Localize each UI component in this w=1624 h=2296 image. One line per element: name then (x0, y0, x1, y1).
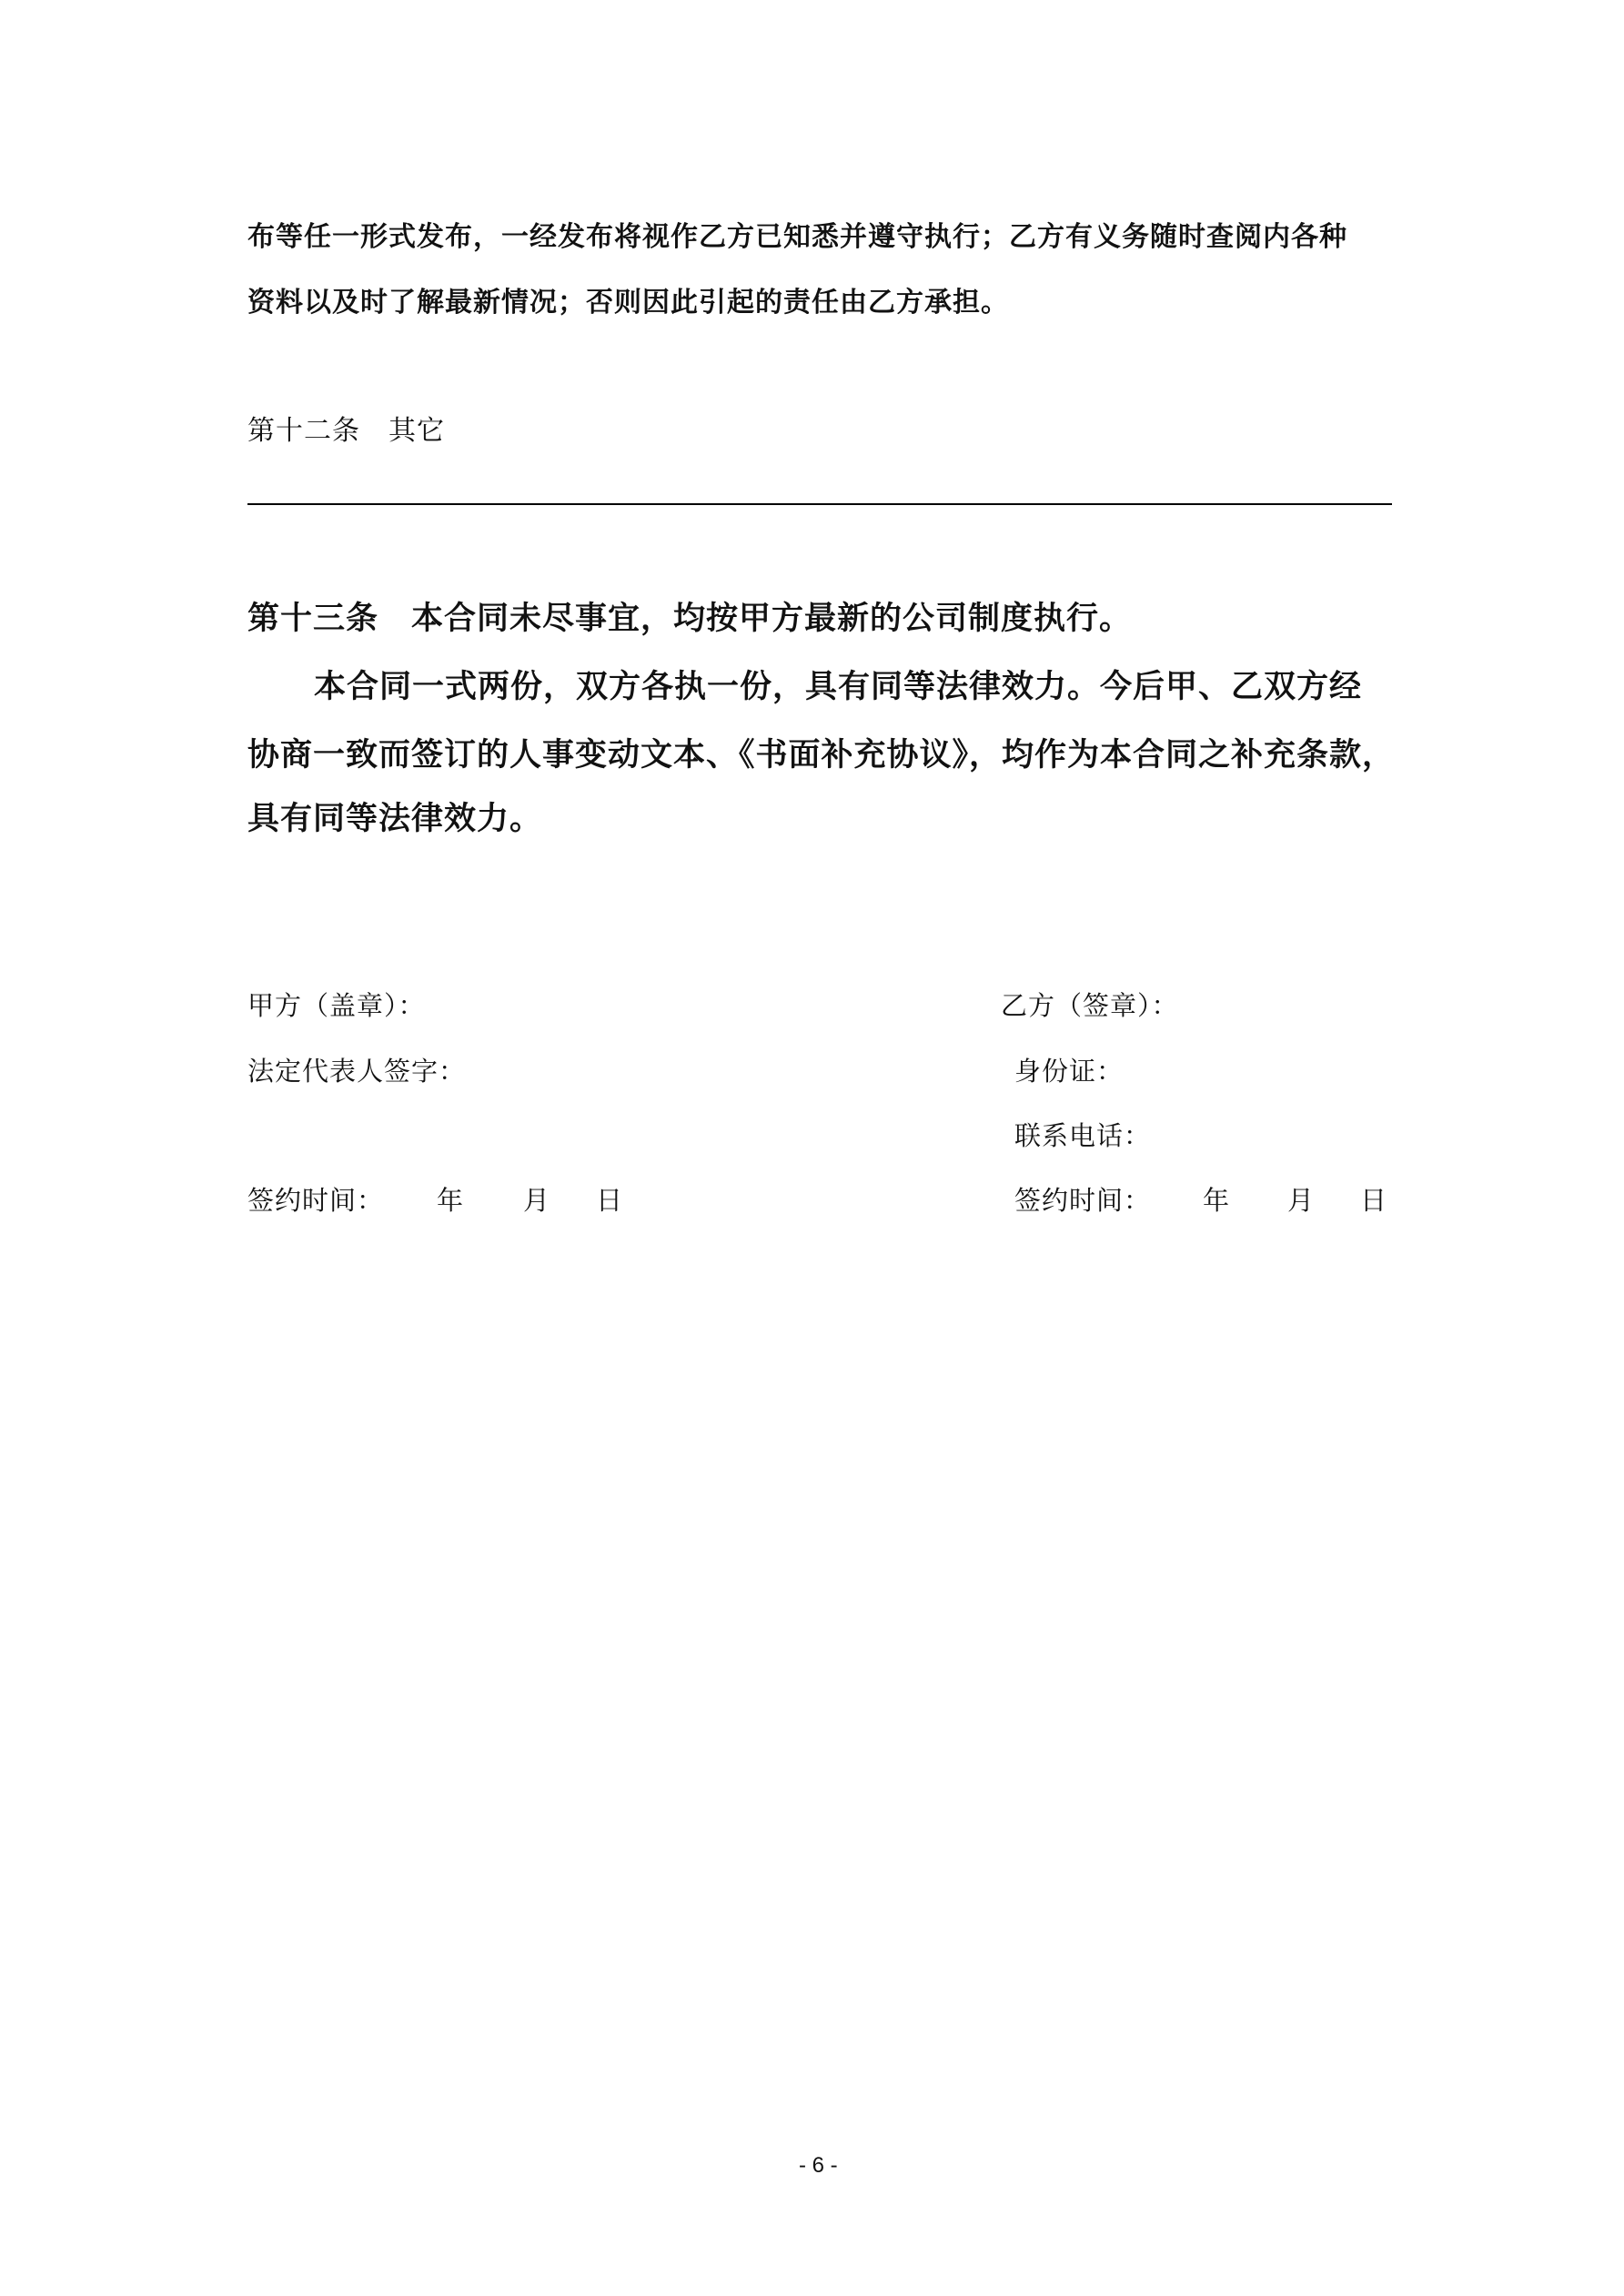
article-13-heading: 第十三条 本合同未尽事宜，均按甲方最新的公司制度执行。 (247, 601, 1133, 637)
party-b-day: 日 (1360, 1185, 1388, 1216)
party-b-year: 年 (1203, 1185, 1231, 1216)
paragraph-line-2: 协商一致而签订的人事变动文本、《书面补充协议》，均作为本合同之补充条款， (247, 737, 1396, 774)
paragraph-line-1: 本合同一式两份，双方各执一份，具有同等法律效力。今后甲、乙双方经 (314, 669, 1363, 705)
blank-fill-line (247, 503, 1392, 505)
paragraph-line-3: 具有同等法律效力。 (247, 801, 543, 837)
party-b-month: 月 (1287, 1185, 1316, 1216)
party-a-rep-label: 法定代表人签字： (247, 1056, 467, 1087)
body-line-1: 布等任一形式发布，一经发布将视作乙方已知悉并遵守执行；乙方有义务随时查阅内各种 (247, 221, 1347, 253)
party-b-id-label: 身份证： (1014, 1056, 1125, 1087)
party-b-sign-label: 乙方（签章）： (1001, 990, 1179, 1021)
party-a-date-label: 签约时间： (247, 1185, 385, 1216)
party-b-date-label: 签约时间： (1014, 1185, 1152, 1216)
party-b-phone-label: 联系电话： (1014, 1120, 1152, 1151)
article-12-heading: 第十二条 其它 (247, 415, 445, 447)
body-line-2: 资料以及时了解最新情况；否则因此引起的责任由乙方承担。 (247, 287, 1009, 319)
party-a-seal-label: 甲方（盖章）： (247, 990, 426, 1021)
party-a-day: 日 (596, 1185, 624, 1216)
page-number: - 6 - (799, 2153, 838, 2178)
party-a-year: 年 (437, 1185, 465, 1216)
party-a-month: 月 (523, 1185, 551, 1216)
